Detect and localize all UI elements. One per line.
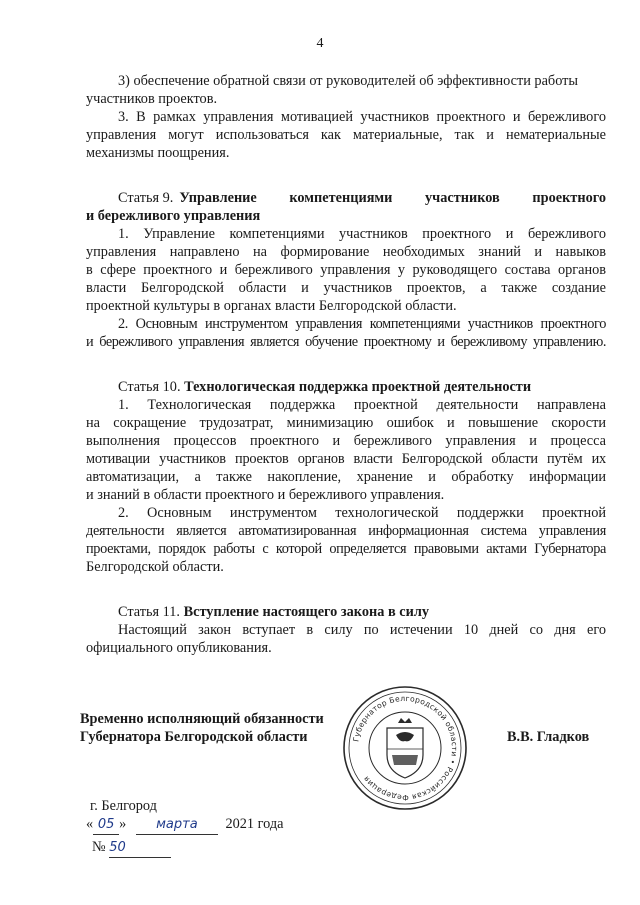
article10-p1-line4: мотивации участников проектов органов власти Белгородской области путём их xyxy=(86,451,606,467)
para3-line2: управления могут использоваться как материальные, так и нематериальные xyxy=(86,127,606,143)
article10-p1-line5: автоматизации, а также накопление, хранение и обработку информации xyxy=(86,469,606,485)
article9-label: Статья 9. xyxy=(118,190,174,206)
seal-text: Губернатор Белгородской области • Российская Федерация xyxy=(351,693,460,803)
para3-line3: механизмы поощрения. xyxy=(86,145,230,161)
article9-p1-line3: в сфере проектного и бережливого управления у руководящего состава органов xyxy=(86,262,606,278)
date-year: 2021 года xyxy=(225,816,284,832)
svg-text:Губернатор Белгородской област xyxy=(351,694,459,802)
article9-p2-line2: и бережливого управления является обучение проектному и бережливому управлению. xyxy=(86,334,606,350)
article10-p2-line3: проектами, порядок работы с которой определяется правовыми актами Губернатора xyxy=(86,541,606,557)
article10-title: Технологическая поддержка проектной деятельности xyxy=(184,379,532,395)
article11-p1-line1: Настоящий закон вступает в силу по истечении 10 дней со дня его xyxy=(118,622,606,638)
article9-heading xyxy=(118,189,606,207)
article9-p1-line1: 1. Управление компетенциями участников проектного и бережливого xyxy=(118,226,606,242)
signatory-position-line1: Временно исполняющий обязанности xyxy=(80,711,324,727)
official-seal xyxy=(340,683,470,813)
article11-p1-line2: официального опубликования. xyxy=(86,640,272,656)
law-number xyxy=(92,838,171,858)
article10-heading xyxy=(118,378,606,396)
article9-p2-line1: 2. Основным инструментом управления компетенциями участников проектного xyxy=(118,316,606,332)
article9-p1-line2: управления направлено на формирование необходимых знаний и навыков xyxy=(86,244,606,260)
article9-p1-line5: проектной культуры в органах власти Белгородской области. xyxy=(86,298,457,314)
article10-p2-line2: деятельности является автоматизированная информационная система управления xyxy=(86,523,606,539)
item3-line1: 3) обеспечение обратной связи от руководителей об эффективности работы xyxy=(118,73,579,89)
article11-heading xyxy=(118,603,606,621)
city: г. Белгород xyxy=(90,798,157,814)
date-month: марта xyxy=(136,816,218,835)
article9-title-line1: Управление компетенциями участников проектного xyxy=(179,190,606,206)
date-open-quote: « xyxy=(86,816,94,832)
number-label: № xyxy=(92,839,106,855)
para3-line1: 3. В рамках управления мотивацией участников проектного и бережливого xyxy=(118,109,606,125)
article9-p1-line4: власти Белгородской области и участников проектов, а также создание xyxy=(86,280,606,296)
date-close-quote: » xyxy=(119,816,127,832)
date-day: 05 xyxy=(93,816,119,835)
page-number: 4 xyxy=(316,36,324,51)
article10-label: Статья 10. xyxy=(118,379,181,395)
signing-date xyxy=(86,815,284,835)
article10-p2-line4: Белгородской области. xyxy=(86,559,224,575)
article10-p1-line3: выполнения процессов проектного и бережливого управления и процесса xyxy=(86,433,606,449)
signatory-position-line2: Губернатора Белгородской области xyxy=(80,729,308,745)
coat-of-arms-icon xyxy=(387,718,423,778)
article10-p1-line1: 1. Технологическая поддержка проектной деятельности направлена xyxy=(118,397,606,413)
article11-label: Статья 11. xyxy=(118,604,181,620)
article10-p2-line1: 2. Основным инструментом технологической поддержки проектной xyxy=(118,505,606,521)
item3-line2: участников проектов. xyxy=(86,91,218,107)
signatory-name: В.В. Гладков xyxy=(507,729,590,745)
article10-p1-line2: на сокращение трудозатрат, минимизацию ошибок и повышение скорости xyxy=(86,415,606,431)
article9-title-line2: и бережливого управления xyxy=(86,208,261,224)
article11-title: Вступление настоящего закона в силу xyxy=(183,604,430,620)
number-value: 50 xyxy=(109,839,171,858)
article10-p1-line6: и знаний в области проектного и бережливого управления. xyxy=(86,487,445,503)
